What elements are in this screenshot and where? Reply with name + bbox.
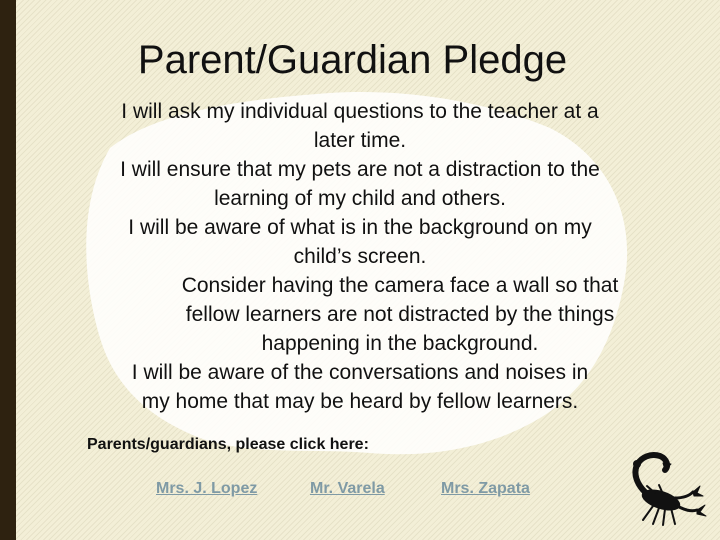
- pledge-line: later time.: [313, 129, 407, 152]
- page-title: Parent/Guardian Pledge: [137, 38, 568, 82]
- click-prompt: Parents/guardians, please click here:: [87, 436, 369, 453]
- pledge-line: child’s screen.: [293, 245, 427, 268]
- teacher-link-zapata[interactable]: Mrs. Zapata: [441, 480, 530, 497]
- pledge-line: I will ask my individual questions to the teacher at a: [121, 100, 599, 123]
- pledge-line: I will be aware of what is in the background on my: [128, 216, 592, 239]
- pledge-subline: happening in the background.: [261, 332, 539, 355]
- scorpion-icon: [603, 448, 708, 528]
- teacher-link-lopez[interactable]: Mrs. J. Lopez: [156, 480, 258, 497]
- pledge-line: I will be aware of the conversations and noises in: [131, 361, 589, 384]
- pledge-text: [80, 97, 640, 416]
- pledge-line: learning of my child and others.: [214, 187, 506, 210]
- pledge-line: I will ensure that my pets are not a distraction to the: [120, 158, 600, 181]
- pledge-line: my home that may be heard by fellow learners.: [141, 390, 579, 413]
- pledge-subline: Consider having the camera face a wall so that: [181, 274, 619, 297]
- pledge-subline: fellow learners are not distracted by the things: [185, 303, 615, 326]
- teacher-link-varela[interactable]: Mr. Varela: [310, 480, 385, 497]
